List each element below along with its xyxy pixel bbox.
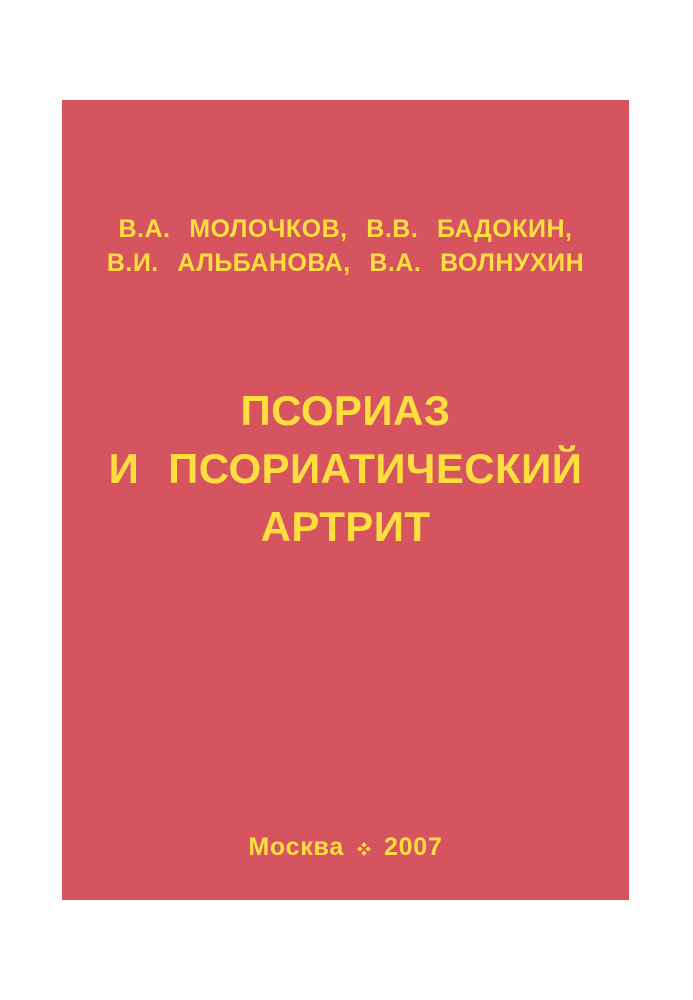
four-diamonds-icon — [357, 842, 371, 856]
title-line-1: ПСОРИАЗ — [240, 387, 451, 434]
imprint-city: Москва — [248, 833, 344, 861]
book-cover — [62, 100, 629, 900]
title-line-3: АРТРИТ — [260, 503, 431, 550]
author-line-1: В.А. МОЛОЧКОВ, В.В. БАДОКИН, — [118, 215, 573, 243]
imprint-line — [62, 832, 629, 862]
imprint-year: 2007 — [384, 833, 443, 861]
book-title — [62, 382, 629, 556]
title-line-2: И ПСОРИАТИЧЕСКИЙ — [108, 445, 583, 492]
author-line-2: В.И. АЛЬБАНОВА, В.А. ВОЛНУХИН — [106, 249, 585, 277]
authors-block — [62, 212, 629, 280]
